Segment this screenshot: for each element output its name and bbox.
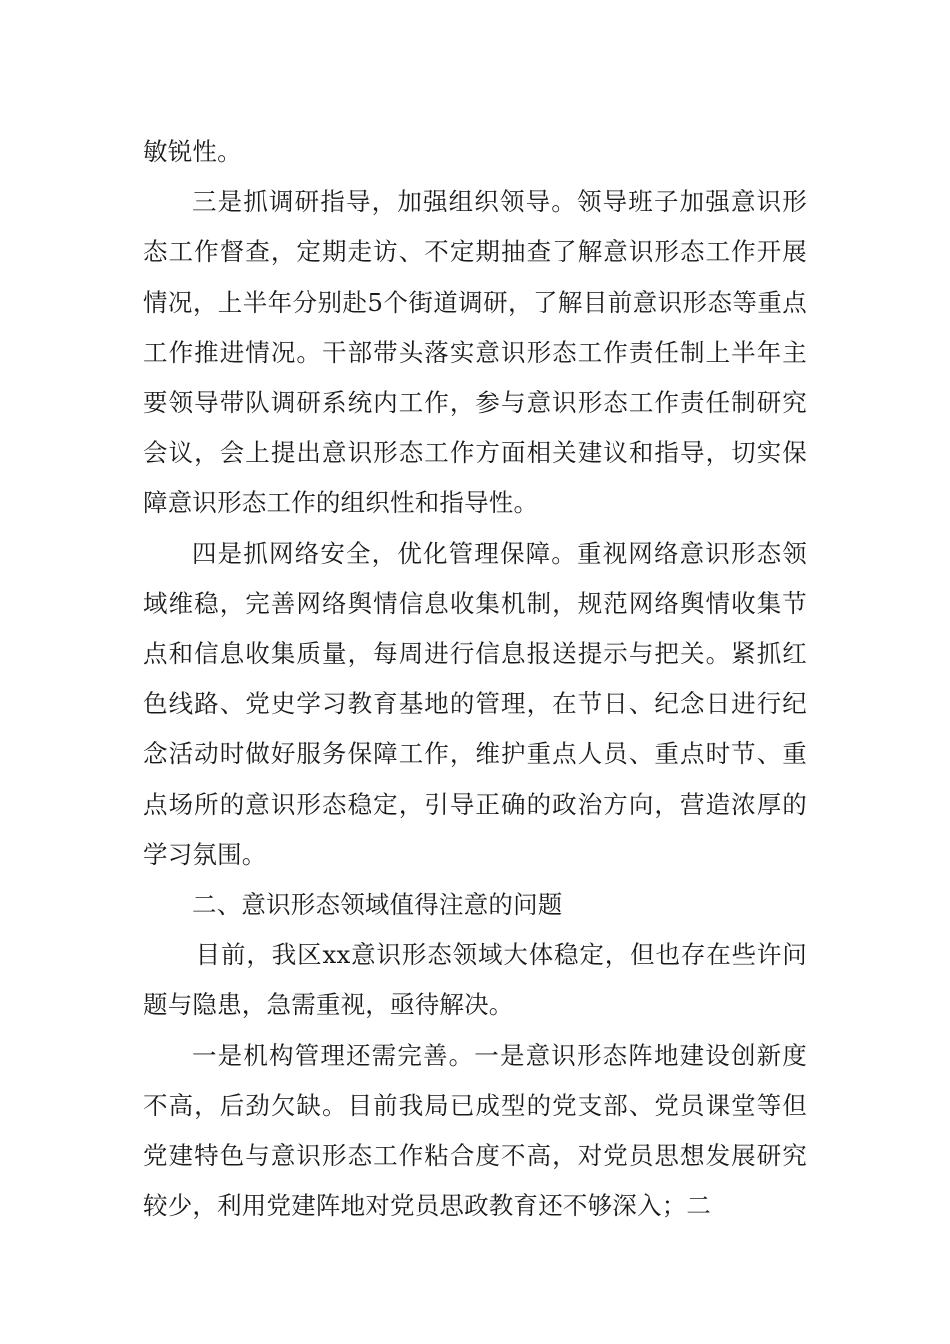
document-body xyxy=(143,127,807,1231)
section-heading-issues: 二、意识形态领域值得注意的问题 xyxy=(192,890,563,920)
paragraph-continuation: 敏锐性。 xyxy=(143,137,242,166)
paragraph-research-guidance: 三是抓调研指导，加强组织领导。领导班子加强意识形态工作督查，定期走访、不定期抽查了解意识形态工作开展情况，上半年分别赴5个街道调研，了解目前意识形态等重点工作推进情况。干部带头落实意识形态工作责任制上半年主要领导带队调研系统内工作，参与意识形态工作责任制研究会议，会上提出意识形态工作方面相关建议和指导，切实保障意识形态工作的组织性和指导性。 xyxy=(143,187,807,518)
paragraph-network-security: 四是抓网络安全，优化管理保障。重视网络意识形态领域维稳，完善网络舆情信息收集机制，规范网络舆情收集节点和信息收集质量，每周进行信息报送提示与把关。紧抓红色线路、党史学习教育基地的管理，在节日、纪念日进行纪念活动时做好服务保障工作，维护重点人员、重点时节、重点场所的意识形态稳定，引导正确的政治方向，营造浓厚的学习氛围。 xyxy=(143,538,807,869)
paragraph-current-status: 目前，我区xx意识形态领域大体稳定，但也存在些许问题与隐患，急需重视，亟待解决。 xyxy=(143,940,807,1020)
paragraph-institution-management: 一是机构管理还需完善。一是意识形态阵地建设创新度不高，后劲欠缺。目前我局已成型的党支部、党员课堂等但党建特色与意识形态工作粘合度不高，对党员思想发展研究较少，利用党建阵地对党员思政教育还不够深入；二 xyxy=(143,1040,807,1221)
